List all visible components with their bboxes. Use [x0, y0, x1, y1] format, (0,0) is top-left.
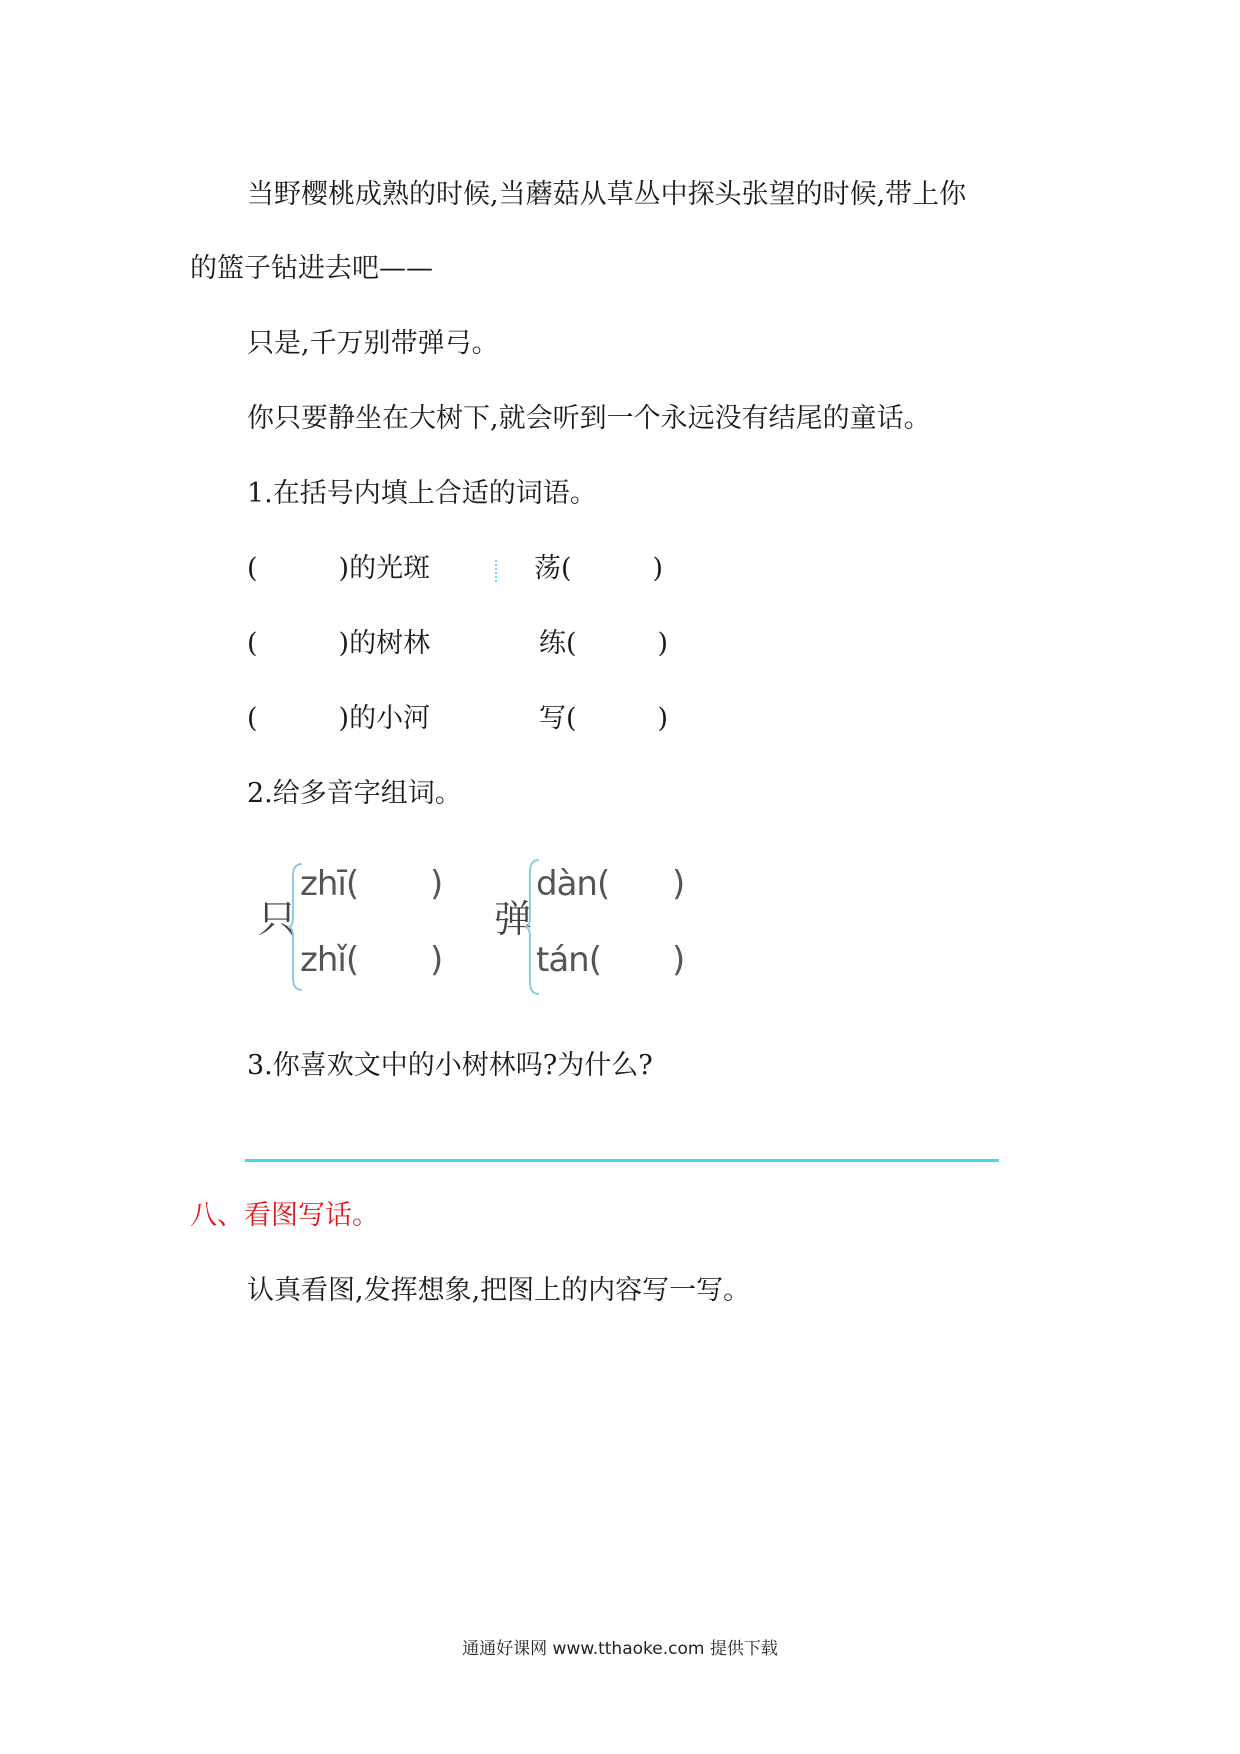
answer-line — [245, 1159, 999, 1162]
fill-blank-right-3: 写( ) — [539, 703, 669, 734]
fill-blank-left-3: ( )的小河 — [247, 703, 431, 734]
fill-blank-right-1: 荡( ) — [534, 553, 664, 584]
closing-paren: ) — [672, 940, 685, 980]
pinyin-zhi-first-tone: zhī( — [300, 864, 359, 904]
pinyin-dan: dàn( — [536, 864, 610, 904]
passage-line-1: 当野樱桃成熟的时候,当蘑菇从草丛中探头张望的时候,带上你 — [247, 179, 967, 210]
passage-line-4: 你只要静坐在大树下,就会听到一个永远没有结尾的童话。 — [247, 403, 931, 434]
closing-paren: ) — [672, 864, 685, 904]
passage-line-3: 只是,千万别带弹弓。 — [247, 328, 499, 359]
question-2-prompt: 2.给多音字组词。 — [247, 778, 462, 809]
polyphone-char-zhi: 只 — [258, 897, 297, 941]
polyphone-char-dan: 弹 — [494, 897, 533, 941]
fill-blank-left-1: ( )的光斑 — [247, 553, 431, 584]
question-3-prompt: 3.你喜欢文中的小树林吗?为什么? — [247, 1050, 653, 1081]
fill-blank-right-2: 练( ) — [539, 628, 669, 659]
closing-paren: ) — [430, 940, 443, 980]
fill-blank-left-2: ( )的树林 — [247, 628, 431, 659]
section-8-instruction: 认真看图,发挥想象,把图上的内容写一写。 — [247, 1275, 751, 1306]
question-1-prompt: 1.在括号内填上合适的词语。 — [247, 478, 597, 509]
closing-paren: ) — [430, 864, 443, 904]
passage-line-2: 的篮子钻进去吧—— — [190, 253, 433, 284]
pinyin-tan: tán( — [536, 940, 601, 980]
column-divider — [495, 560, 497, 582]
section-8-title: 八、看图写话。 — [190, 1200, 379, 1231]
pinyin-zhi-third-tone: zhǐ( — [300, 940, 359, 980]
page-footer: 通通好课网 www.tthaoke.com 提供下载 — [462, 1639, 778, 1659]
